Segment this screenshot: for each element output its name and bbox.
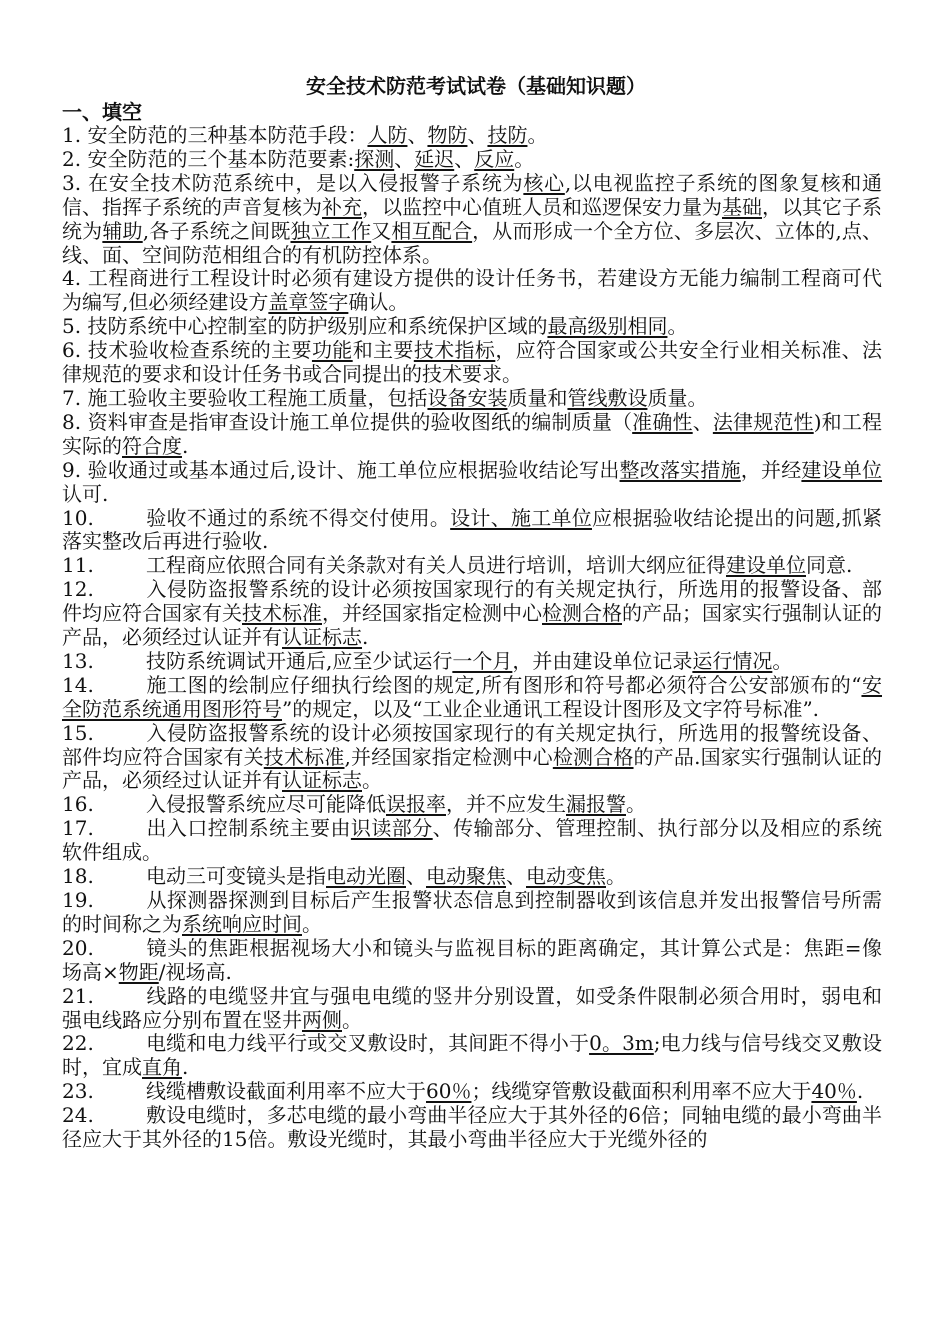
question-number: 6. — [62, 338, 82, 363]
question-number: 22. — [62, 1031, 94, 1056]
answer-blank: 建设单位 — [801, 457, 883, 482]
answer-blank: 识读部分 — [350, 816, 433, 841]
question-text: 安全防范的三种基本防范手段： — [81, 123, 368, 147]
answer-blank: 相互配合 — [391, 218, 473, 243]
section-heading: 一、填空 — [62, 100, 142, 124]
question-text: 应根据验收结论提出的问题,抓紧落实整改后再进行验收. — [62, 505, 883, 554]
question-text: 。 — [514, 146, 535, 171]
question-text: 、 — [407, 123, 428, 147]
answer-blank: 补充 — [322, 194, 362, 219]
question-item — [62, 387, 882, 411]
question-text: 入侵报警系统应尽可能降低 — [146, 792, 386, 817]
answer-blank: 人防 — [367, 123, 408, 147]
question-number: 16. — [62, 792, 94, 817]
question-text: 出入口控制系统主要由 — [146, 816, 351, 841]
question-text: 安全防范的三个基本防范要素: — [81, 146, 355, 171]
answer-blank: 安全防范系统通用图形符号 — [62, 672, 882, 721]
page-title: 安全技术防范考试试卷（基础知识题） — [306, 74, 646, 98]
answer-blank: 电动聚焦 — [426, 864, 506, 889]
question-item — [62, 722, 882, 794]
question-item — [62, 124, 882, 148]
question-text: ，以其它子系统为 — [62, 194, 882, 243]
question-number: 7. — [62, 385, 82, 410]
question-text: 。 — [302, 911, 322, 936]
question-number: 20. — [62, 935, 94, 960]
question-text: 质量。 — [647, 385, 708, 410]
question-number: 11. — [62, 553, 94, 578]
question-text: 。 — [342, 1007, 362, 1032]
answer-blank: 建设单位 — [726, 553, 806, 578]
question-text: 线路的电缆竖井宜与强电电缆的竖井分别设置，如受条件限制必须合用时，弱电和强电线路应分别布置在竖井 — [62, 983, 882, 1032]
question-text: . — [362, 625, 369, 650]
question-text: 验收通过或基本通过后,设计、施工单位应根据验收结论写出 — [81, 457, 620, 482]
answer-blank: 准确性 — [632, 409, 693, 434]
question-text: 入侵防盗报警系统的设计必须按国家现行的有关规定执行，所选用的报警设备、部件均应符合国家有关 — [62, 577, 882, 626]
question-text: 确认。 — [348, 290, 409, 315]
question-text: 工程商应依照合同有关条款对有关人员进行培训，培训大纲应征得 — [146, 553, 726, 578]
question-text: 技防系统调试开通后,应至少试运行 — [146, 648, 453, 673]
question-text: 线缆槽敷设截面利用率不应大于 — [146, 1079, 426, 1104]
question-number: 3. — [62, 170, 82, 195]
question-text: 认可. — [62, 481, 109, 506]
question-text: 。 — [667, 314, 688, 339]
answer-blank: 电动光圈 — [326, 864, 406, 889]
question-text: 、 — [454, 146, 475, 171]
question-number: 19. — [62, 888, 94, 912]
question-number: 2. — [62, 146, 82, 171]
question-item — [62, 889, 882, 937]
answer-blank: 整改落实措施 — [619, 457, 741, 482]
question-number: 9. — [62, 457, 82, 482]
question-item — [62, 865, 882, 889]
answer-blank: 漏报警 — [566, 792, 626, 817]
question-text: 。 — [626, 792, 646, 817]
answer-blank: 60％ — [426, 1079, 472, 1104]
answer-blank: 技术标准 — [242, 601, 322, 626]
answer-blank: 检测合格 — [542, 601, 622, 626]
question-text: 、 — [394, 146, 415, 171]
question-number: 15. — [62, 720, 94, 745]
question-text: ，并不应发生 — [446, 792, 566, 817]
answer-blank: 盖章签字 — [268, 290, 349, 315]
question-text: 的产品.国家实行强制认证的产品，必须经过认证并有 — [62, 744, 883, 793]
question-text: ，并经 — [740, 457, 802, 482]
question-item — [62, 937, 882, 985]
question-item — [62, 554, 882, 578]
question-text: . — [856, 1079, 864, 1104]
question-text: 从探测器探测到目标后产生报警状态信息到控制器收到该信息并发出报警信号所需的时间称之为 — [62, 888, 882, 936]
answer-blank: 电动变焦 — [526, 864, 606, 889]
question-text: 工程商进行工程设计时必须有建设方提供的设计任务书，若建设方无能力编制工程商可代为编写,但必须经建设方 — [62, 266, 882, 315]
question-text: ,各子系统之间既 — [142, 218, 291, 243]
answer-blank: 反应 — [474, 146, 515, 171]
question-number: 24. — [62, 1103, 94, 1128]
answer-blank: 40％ — [811, 1079, 857, 1104]
question-number: 12. — [62, 577, 94, 602]
question-number: 8. — [62, 409, 82, 434]
question-item — [62, 411, 882, 459]
question-text: ，应符合国家或公共安全行业相关标准、法律规范的要求和设计任务书或合同提出的技术要求。 — [62, 338, 883, 387]
answer-blank: 物防 — [427, 123, 468, 147]
question-text: 入侵防盗报警系统的设计必须按国家现行的有关规定执行，所选用的报警统设备、部件均应符合国家有关 — [62, 720, 882, 769]
question-text: 资料审查是指审查设计施工单位提供的验收图纸的编制质量（ — [81, 409, 633, 434]
question-text: 、 — [692, 409, 713, 434]
question-item — [62, 793, 882, 817]
question-number: 4. — [62, 266, 82, 291]
question-text: 又 — [371, 218, 392, 243]
question-item — [62, 267, 882, 315]
answer-blank: 运行情况 — [692, 648, 773, 673]
question-text: 质量和 — [507, 385, 568, 410]
question-text: 在安全技术防范系统中，是以入侵报警子系统为 — [81, 170, 524, 195]
question-text: 。 — [606, 864, 626, 889]
answer-blank: 设计、施工单位 — [450, 505, 592, 530]
answer-blank: 技防 — [487, 123, 528, 147]
question-item — [62, 1032, 882, 1080]
question-text: 。 — [772, 648, 793, 673]
question-text: . — [182, 1055, 189, 1080]
answer-blank: 0。3m — [589, 1031, 654, 1056]
question-number: 21. — [62, 983, 94, 1008]
question-number: 13. — [62, 648, 94, 673]
answer-blank: 一个月 — [452, 648, 513, 673]
answer-blank: 延迟 — [414, 146, 455, 171]
question-number: 17. — [62, 816, 94, 841]
answer-blank: 系统响应时间 — [182, 911, 302, 936]
question-text: 镜头的焦距根据视场大小和镜头与监视目标的距离确定，其计算公式是：焦距=像场高× — [62, 935, 882, 984]
question-number: 23. — [62, 1079, 94, 1104]
question-text: 、传输部分、管理控制、执行部分以及相应的系统软件组成。 — [62, 816, 883, 865]
question-number: 1. — [62, 123, 82, 147]
answer-blank: 设备安装 — [427, 385, 508, 410]
question-text: )和工程实际的 — [62, 409, 883, 458]
question-item — [62, 1104, 882, 1152]
question-text: 的产品；国家实行强制认证的产品，必须经过认证并有 — [62, 601, 882, 650]
question-item — [62, 985, 882, 1033]
answer-blank: 核心 — [523, 170, 565, 195]
answer-blank: 认证标志 — [282, 625, 362, 650]
answer-blank: 物距 — [118, 959, 159, 984]
question-text: . — [182, 433, 189, 458]
question-item — [62, 1080, 882, 1104]
question-item — [62, 817, 882, 865]
question-text: /视场高. — [158, 959, 232, 984]
question-text: 施工图的绘制应仔细执行绘图的规定,所有图形和符号都必须符合公安部颁布的“ — [146, 672, 862, 697]
question-number: 5. — [62, 314, 82, 339]
question-text: 技术验收检查系统的主要 — [81, 338, 312, 363]
question-text: 和主要 — [352, 338, 414, 363]
question-text: ；线缆穿管敷设截面积利用率不应大于 — [471, 1079, 812, 1104]
question-text: ,并经国家指定检测中心 — [344, 744, 553, 769]
answer-blank: 符合度 — [122, 433, 182, 458]
question-text: 同意. — [806, 553, 853, 578]
question-text: 。 — [527, 123, 548, 147]
answer-blank: 管线敷设 — [567, 385, 648, 410]
question-number: 18. — [62, 864, 94, 889]
answer-blank: 直角 — [142, 1055, 182, 1080]
answer-blank: 探测 — [354, 146, 395, 171]
answer-blank: 技术标准 — [263, 744, 345, 769]
question-list — [62, 124, 882, 1152]
answer-blank: 检测合格 — [552, 744, 634, 769]
question-number: 10. — [62, 505, 94, 530]
question-item — [62, 339, 882, 387]
question-item — [62, 315, 882, 339]
question-text: ,以电视监控子系统的图象复核和通信、指挥子系统的声音复核为 — [62, 170, 883, 219]
question-text: 敷设电缆时，多芯电缆的最小弯曲半径应大于其外径的6倍；同轴电缆的最小弯曲半径应大于其外径的15倍。敷设光缆时，其最小弯曲半径应大于光缆外径的 — [62, 1103, 882, 1152]
question-text: 、 — [506, 864, 526, 889]
question-text: ”的规定，以及“工业企业通讯工程设计图形及文字符号标准”. — [282, 696, 820, 721]
question-text: 电动三可变镜头是指 — [146, 864, 326, 889]
answer-blank: 辅助 — [102, 218, 143, 243]
question-text: 、 — [406, 864, 426, 889]
question-item — [62, 148, 882, 172]
question-item — [62, 172, 882, 268]
question-item — [62, 578, 882, 650]
answer-blank: 法律规范性 — [712, 409, 814, 434]
question-text: 验收不通过的系统不得交付使用。 — [146, 505, 451, 530]
answer-blank: 两侧 — [302, 1007, 342, 1032]
question-text: 电缆和电力线平行或交叉敷设时，其间距不得小于 — [146, 1031, 590, 1056]
answer-blank: 独立工作 — [290, 218, 372, 243]
question-text: ，以监控中心值班人员和巡逻保安力量为 — [362, 194, 722, 219]
answer-blank: 基础 — [722, 194, 762, 219]
answer-blank: 技术指标 — [413, 338, 496, 363]
question-item — [62, 459, 882, 507]
question-text: ，从而形成一个全方位、多层次、立体的,点、线、面、空间防范相组合的有机防控体系。 — [62, 218, 883, 267]
answer-blank: 功能 — [311, 338, 353, 363]
question-text: ，并由建设单位记录 — [512, 648, 693, 673]
question-item — [62, 507, 882, 555]
question-item — [62, 674, 882, 722]
question-item — [62, 650, 882, 674]
answer-blank: 认证标志 — [282, 768, 362, 793]
question-number: 14. — [62, 672, 94, 697]
question-text: 、 — [467, 123, 488, 147]
question-text: ，并经国家指定检测中心 — [322, 601, 542, 626]
question-text: 技防系统中心控制室的防护级别应和系统保护区域的 — [81, 314, 548, 339]
question-text: 。 — [362, 768, 382, 793]
question-text: 施工验收主要验收工程施工质量，包括 — [81, 385, 428, 410]
answer-blank: 误报率 — [386, 792, 446, 817]
answer-blank: 最高级别相同 — [547, 314, 668, 339]
question-text: ;电力线与信号线交叉敷设时，宜成 — [62, 1031, 882, 1080]
